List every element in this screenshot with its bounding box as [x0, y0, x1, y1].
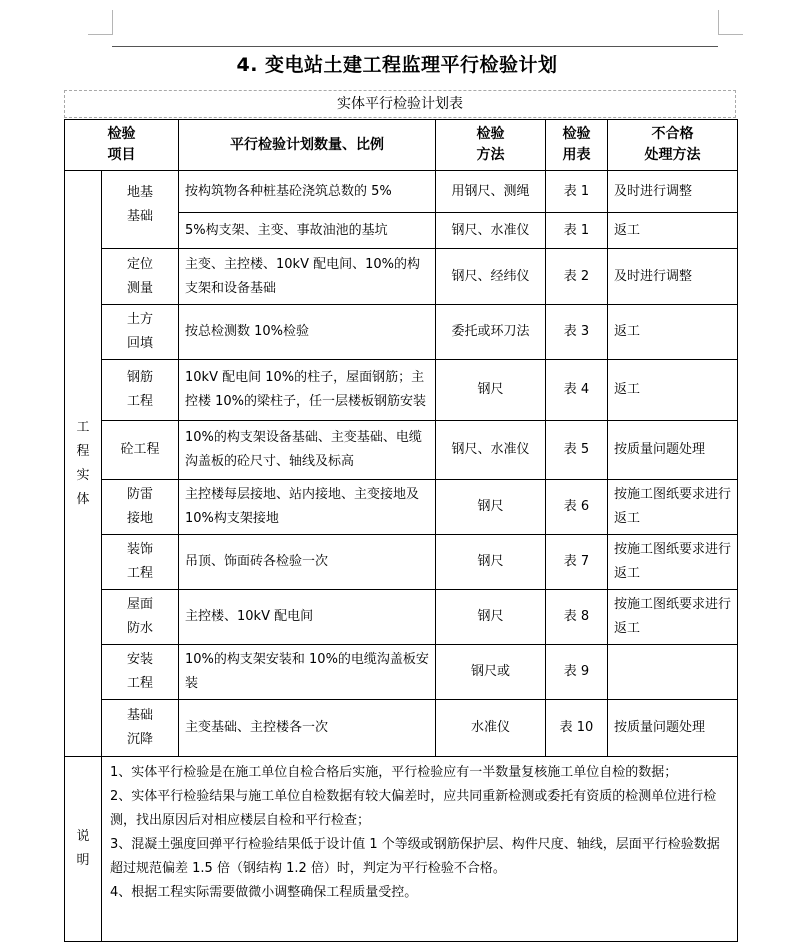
- header-plan: 平行检验计划数量、比例: [179, 120, 436, 171]
- form-cell: 表 10: [546, 700, 608, 757]
- form-cell: 表 9: [546, 645, 608, 700]
- plan-cell: 按总检测数 10%检验: [179, 305, 436, 360]
- method-cell: 钢尺: [436, 590, 546, 645]
- handling-cell: [608, 645, 738, 700]
- note-item: 2、实体平行检验结果与施工单位自检数据有较大偏差时，应共同重新检测或委托有资质的检测单位进行检测，找出原因后对相应楼层自检和平行检查；: [110, 789, 717, 828]
- method-cell: 钢尺、水准仪: [436, 421, 546, 480]
- table-row: [65, 480, 738, 535]
- plan-cell: 主变基础、主控楼各一次: [179, 700, 436, 757]
- document-title: 4. 变电站土建工程监理平行检验计划: [236, 54, 558, 76]
- note-item: 3、混凝土强度回弹平行检验结果低于设计值 1 个等级或钢筋保护层、构件尺度、轴线，层面平行检验数据超过规范偏差 1.5 倍（钢结构 1.2 倍）时，判定为平行检验不合格。: [110, 837, 720, 876]
- table-row: [65, 700, 738, 757]
- handling-cell: 及时进行调整: [608, 171, 738, 213]
- plan-cell: 吊顶、饰面砖各检验一次: [179, 535, 436, 590]
- table-row: [65, 249, 738, 305]
- table-row: [65, 590, 738, 645]
- plan-cell: 主变、主控楼、10kV 配电间、10%的构支架和设备基础: [179, 249, 436, 305]
- crop-mark-top-right: [718, 10, 743, 35]
- item-cell: 基础 沉降: [102, 700, 179, 757]
- handling-cell: 按施工图纸要求进行返工: [608, 480, 738, 535]
- method-cell: 钢尺、水准仪: [436, 213, 546, 249]
- table-row: [65, 305, 738, 360]
- header-method: 检验 方法: [436, 120, 546, 171]
- plan-cell: 按构筑物各种桩基砼浇筑总数的 5%: [179, 171, 436, 213]
- item-cell: 土方 回填: [102, 305, 179, 360]
- header-item: 检验 项目: [65, 120, 179, 171]
- form-cell: 表 3: [546, 305, 608, 360]
- item-cell: 屋面 防水: [102, 590, 179, 645]
- item-cell: 防雷 接地: [102, 480, 179, 535]
- item-cell: 砼工程: [102, 421, 179, 480]
- header-rule: [112, 46, 718, 47]
- handling-cell: 返工: [608, 213, 738, 249]
- method-cell: 用钢尺、测绳: [436, 171, 546, 213]
- item-cell: 安装 工程: [102, 645, 179, 700]
- form-cell: 表 8: [546, 590, 608, 645]
- crop-mark-top-left: [88, 10, 113, 35]
- plan-cell: 主控楼每层接地、站内接地、主变接地及 10%构支架接地: [179, 480, 436, 535]
- plan-cell: 主控楼、10kV 配电间: [179, 590, 436, 645]
- handling-cell: 按质量问题处理: [608, 421, 738, 480]
- handling-cell: 返工: [608, 305, 738, 360]
- group-label: 工 程 实 体: [65, 171, 102, 757]
- form-cell: 表 6: [546, 480, 608, 535]
- note-item: 1、实体平行检验是在施工单位自检合格后实施，平行检验应有一半数量复核施工单位自检的数据；: [110, 765, 678, 780]
- form-cell: 表 2: [546, 249, 608, 305]
- handling-cell: 按质量问题处理: [608, 700, 738, 757]
- method-cell: 钢尺或: [436, 645, 546, 700]
- notes-label: 说 明: [65, 757, 102, 942]
- item-cell: 钢筋 工程: [102, 360, 179, 421]
- table-row: [65, 535, 738, 590]
- header-form: 检验 用表: [546, 120, 608, 171]
- handling-cell: 返工: [608, 360, 738, 421]
- table-caption: 实体平行检验计划表: [64, 90, 736, 118]
- form-cell: 表 5: [546, 421, 608, 480]
- notes-row: [65, 757, 738, 942]
- table-row: [65, 645, 738, 700]
- handling-cell: 按施工图纸要求进行返工: [608, 590, 738, 645]
- plan-cell: 5%构支架、主变、事故油池的基坑: [179, 213, 436, 249]
- form-cell: 表 7: [546, 535, 608, 590]
- note-item: 4、根据工程实际需要做微小调整确保工程质量受控。: [110, 885, 418, 900]
- item-cell: 地基 基础: [102, 171, 179, 249]
- table-row: [65, 171, 738, 213]
- table-row: [65, 360, 738, 421]
- method-cell: 水准仪: [436, 700, 546, 757]
- item-cell: 定位 测量: [102, 249, 179, 305]
- handling-cell: 及时进行调整: [608, 249, 738, 305]
- plan-cell: 10kV 配电间 10%的柱子，屋面钢筋；主控楼 10%的梁柱子，任一层楼板钢筋安装: [179, 360, 436, 421]
- plan-cell: 10%的构支架设备基础、主变基础、电缆沟盖板的砼尺寸、轴线及标高: [179, 421, 436, 480]
- inspection-plan-table: [64, 119, 738, 942]
- form-cell: 表 1: [546, 171, 608, 213]
- form-cell: 表 4: [546, 360, 608, 421]
- method-cell: 钢尺: [436, 480, 546, 535]
- notes-content: [102, 757, 738, 942]
- form-cell: 表 1: [546, 213, 608, 249]
- handling-cell: 按施工图纸要求进行返工: [608, 535, 738, 590]
- plan-cell: 10%的构支架安装和 10%的电缆沟盖板安装: [179, 645, 436, 700]
- method-cell: 钢尺、经纬仪: [436, 249, 546, 305]
- method-cell: 委托或环刀法: [436, 305, 546, 360]
- item-cell: 装饰 工程: [102, 535, 179, 590]
- method-cell: 钢尺: [436, 360, 546, 421]
- header-handling: 不合格 处理方法: [608, 120, 738, 171]
- header-row: [65, 120, 738, 171]
- method-cell: 钢尺: [436, 535, 546, 590]
- table-row: [65, 421, 738, 480]
